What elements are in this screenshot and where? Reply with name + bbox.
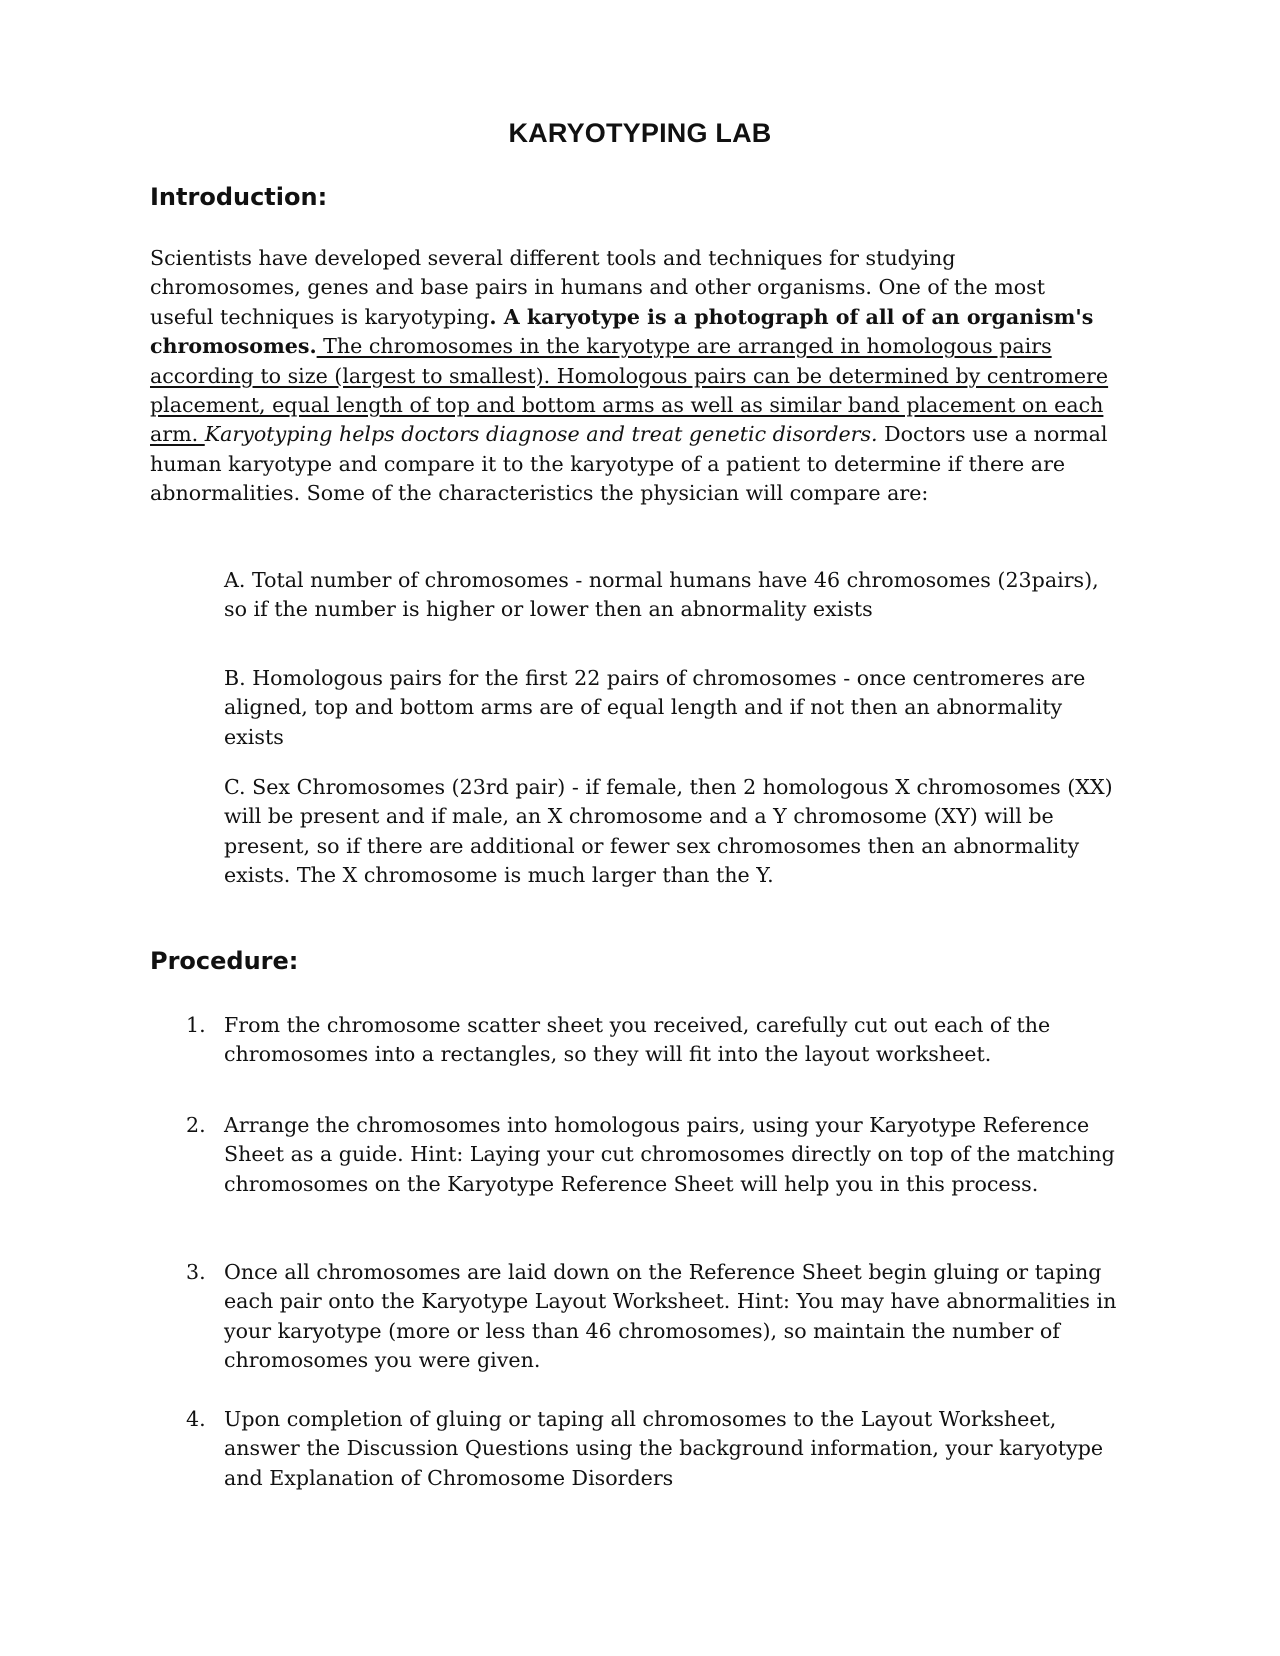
introduction-paragraph bbox=[150, 244, 1110, 509]
intro-text-plain: Scientists have developed several different tools and techniques for studying chromosomes, genes and base pairs in humans and other organisms. One of the most useful techniques is karyotyping bbox=[150, 246, 1045, 329]
introduction-heading: Introduction: bbox=[150, 183, 328, 211]
step-number: 2. bbox=[186, 1113, 206, 1137]
procedure-step bbox=[186, 1405, 1121, 1493]
page-title: KARYOTYPING LAB bbox=[508, 118, 772, 148]
step-text: From the chromosome scatter sheet you received, carefully cut out each of the chromosomes into a rectangles, so they will fit into the layout worksheet. bbox=[224, 1013, 1051, 1067]
step-text: Upon completion of gluing or taping all chromosomes to the Layout Worksheet, answer the Discussion Questions using the background information, your karyotype and Explanation of Chromosome Disorders bbox=[224, 1407, 1104, 1490]
step-number: 1. bbox=[186, 1013, 206, 1037]
procedure-step bbox=[186, 1011, 1121, 1070]
intro-text-underlined: The chromosomes in the karyotype are arranged in homologous pairs according to size (largest to smallest). Homologous pairs can be determined by centromere placement, equal length of top and bottom arms as well as similar band placement on each arm. bbox=[150, 334, 1109, 447]
criterion-c: C. Sex Chromosomes (23rd pair) - if female, then 2 homologous X chromosomes (XX) will be present and if male, an X chromosome and a Y chromosome (XY) will be present, so if there are additional or fewer sex chromosomes then an abnormality exists. The X chromosome is much larger than the Y. bbox=[224, 775, 1113, 888]
intro-text-bold: . A karyotype is a photograph of all of an organism's chromosomes. bbox=[150, 304, 1094, 359]
step-number: 4. bbox=[186, 1407, 206, 1431]
procedure-step bbox=[186, 1258, 1121, 1376]
procedure-step bbox=[186, 1111, 1121, 1199]
criterion-b: B. Homologous pairs for the first 22 pairs of chromosomes - once centromeres are aligned, top and bottom arms are of equal length and if not then an abnormality exists bbox=[224, 666, 1086, 749]
step-text: Once all chromosomes are laid down on the Reference Sheet begin gluing or taping each pair onto the Karyotype Layout Worksheet. Hint: You may have abnormalities in your karyotype (more or less than 46 chromosomes), so maintain the number of chromosomes you were given. bbox=[224, 1260, 1117, 1373]
procedure-heading: Procedure: bbox=[150, 947, 299, 975]
step-text: Arrange the chromosomes into homologous pairs, using your Karyotype Reference Sheet as a guide. Hint: Laying your cut chromosomes directly on top of the matching chromosomes on the Karyotype Reference Sheet will help you in this process. bbox=[224, 1113, 1115, 1196]
intro-text-italic: Karyotyping helps doctors diagnose and treat genetic disorders. bbox=[204, 422, 878, 447]
step-number: 3. bbox=[186, 1260, 206, 1284]
intro-text-closing: Doctors use a normal human karyotype and compare it to the karyotype of a patient to determine if there are abnormalities. Some of the characteristics the physician will compare are: bbox=[150, 422, 1108, 506]
criterion-a: A. Total number of chromosomes - normal humans have 46 chromosomes (23pairs), so if the number is higher or lower then an abnormality exists bbox=[224, 568, 1099, 622]
